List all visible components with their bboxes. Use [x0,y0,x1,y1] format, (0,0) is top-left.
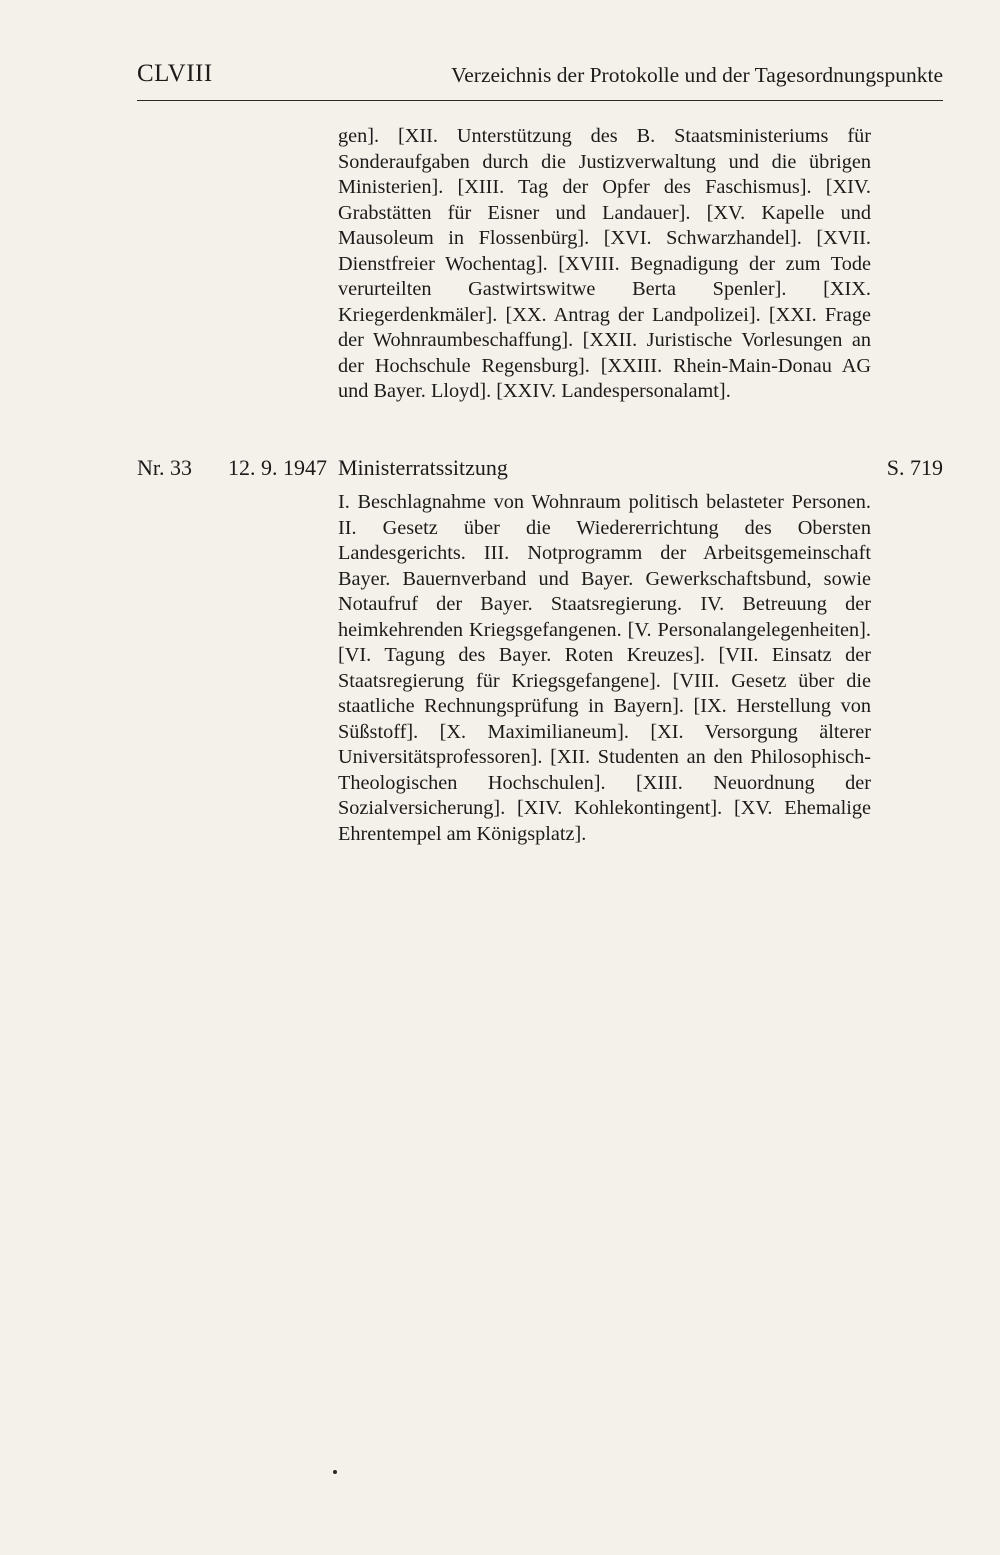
entry-heading [137,455,943,485]
entry-agenda-text: I. Beschlagnahme von Wohnraum politisch belasteter Personen. II. Gesetz über die Wiedererrichtung des Obersten Landesgerichts. III. Notprogramm der Arbeitsgemeinschaft Bayer. Bauernverband und Bayer. Gewerkschaftsbund, sowie Notaufruf der Bayer. Staatsregierung. IV. Betreuung der heimkehrenden Kriegsgefangenen. [V. Personalangelegenheiten]. [VI. Tagung des Bayer. Roten Kreuzes]. [VII. Einsatz der Staatsregierung für Kriegsgefangene]. [VIII. Gesetz über die staatliche Rechnungsprüfung in Bayern]. [IX. Herstellung von Süßstoff]. [X. Maximilianeum]. [XI. Versorgung älterer Universitätsprofessoren]. [XII. Studenten an den Philosophisch-Theologischen Hochschulen]. [XIII. Neuordnung der Sozialversicherung]. [XIV. Kohlekontingent]. [XV. Ehemalige Ehrentempel am Königsplatz]. [338,491,871,845]
page-number: CLVIII [137,60,213,87]
entry-date: 12. 9. 1947 [228,455,327,480]
page-header [137,60,943,101]
running-title: Verzeichnis der Protokolle und der Tagesordnungspunkte [451,63,943,87]
entry-title: Ministerratssitzung [338,455,508,480]
continued-agenda-text: gen]. [XII. Unterstützung des B. Staatsministeriums für Sonderaufgaben durch die Justizverwaltung und die übrigen Ministerien]. [XIII. Tag der Opfer des Faschismus]. [XIV. Grabstätten für Eisner und Landauer]. [XV. Kapelle und Mausoleum in Flossenbürg]. [XVI. Schwarzhandel]. [XVII. Dienstfreier Wochentag]. [XVIII. Begnadigung der zum Tode verurteilten Gastwirtswitwe Berta Spenler]. [XIX. Kriegerdenkmäler]. [XX. Antrag der Landpolizei]. [XXI. Frage der Wohnraumbeschaffung]. [XXII. Juristische Vorlesungen an der Hochschule Regensburg]. [XXIII. Rhein-Main-Donau AG und Bayer. Lloyd]. [XXIV. Landespersonalamt]. [338,125,871,402]
ink-dot [333,1470,337,1474]
entry-number: Nr. 33 [137,455,192,480]
entry-page-reference: S. 719 [886,455,943,480]
protocol-entry [137,455,943,845]
